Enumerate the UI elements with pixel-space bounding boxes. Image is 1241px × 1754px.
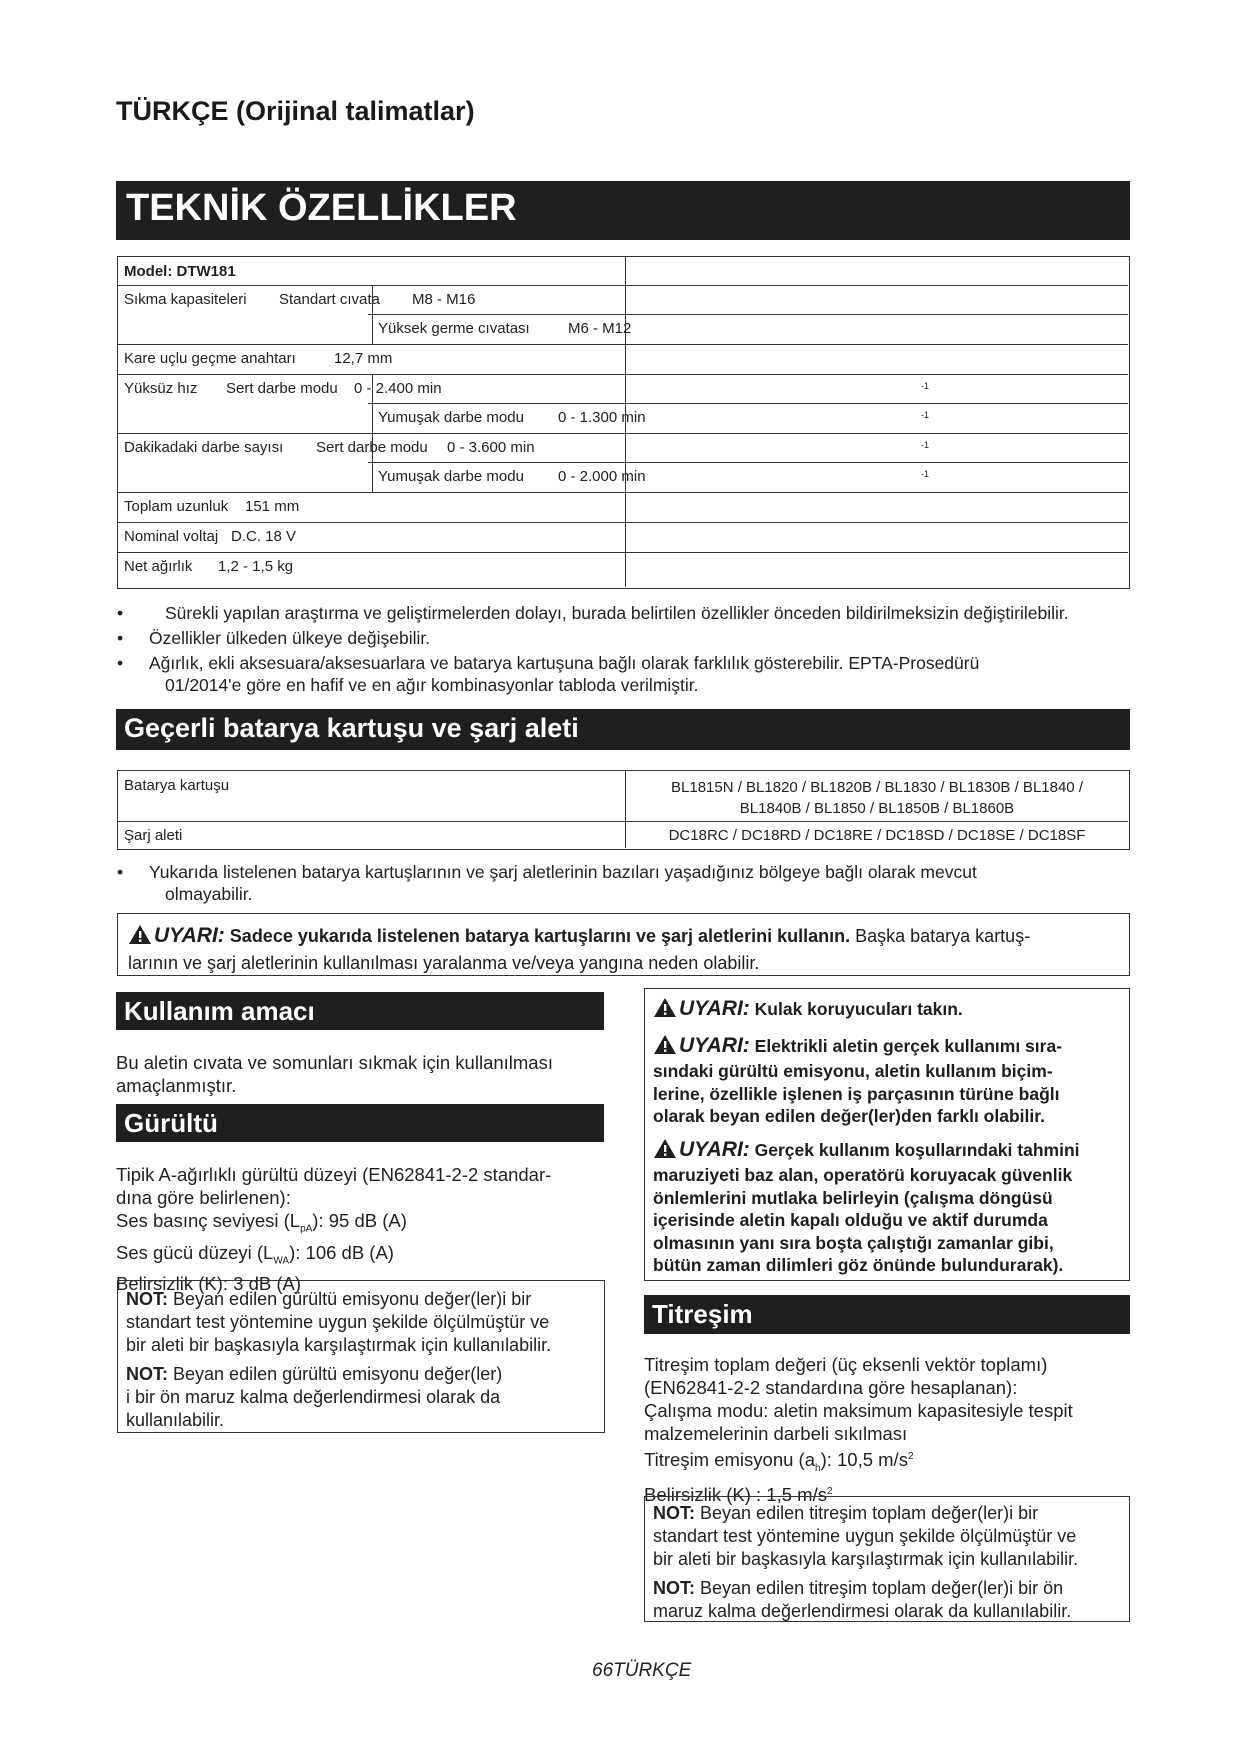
capacity-high: Yüksek germe cıvatası	[378, 320, 530, 337]
exponent: -1	[921, 381, 930, 391]
noload-hard: Sert darbe modu	[226, 380, 338, 397]
cartridge-value: BL1815N / BL1820 / BL1820B / BL1830 / BL1830B / BL1840 / BL1840B / BL1850 / BL1850B / BL1860B	[671, 779, 1083, 817]
noload-soft-value: 0 - 1.300 min	[558, 409, 646, 426]
exponent: -1	[921, 469, 930, 479]
intended-use-text: Bu aletin cıvata ve somunları sıkmak için kullanılması amaçlanmıştır.	[116, 1052, 553, 1096]
battery-warning	[117, 913, 1130, 976]
ipm-label: Dakikadaki darbe sayısı	[124, 439, 284, 456]
exponent: -1	[921, 410, 930, 420]
list-item-continuation: 01/2014'e göre en hafif ve en ağır kombinasyonlar tabloda verilmiştir.	[165, 675, 699, 695]
row-divider	[118, 522, 1128, 523]
ipm-soft-value: 0 - 2.000 min	[558, 468, 646, 485]
list-item-continuation: olmayabilir.	[165, 884, 253, 904]
noise-text: Tipik A-ağırlıklı gürültü düzeyi (EN62841-2-2 standar- dına göre belirlenen): Ses basınç seviyesi $(L_{pA})$: 95 dB (A) Ses gücü düzeyi $(L_{WA})$: 106 dB (A) Belirsizlik (K): 3 dB (A)	[116, 1164, 552, 1295]
ipm-soft: Yumuşak darbe modu	[378, 468, 524, 485]
capacity-standard-value: M8 - M16	[412, 291, 476, 308]
capacity-label: Sıkma kapasiteleri	[124, 291, 247, 308]
intended-use-heading: Kullanım amacı	[116, 992, 604, 1030]
row-divider	[118, 492, 1128, 493]
warning-bold-text: Sadece yukarıda listelenen batarya kartuşlarını ve şarj aletlerini kullanın.	[229, 926, 851, 946]
weight-label: Net ağırlık	[124, 558, 193, 575]
warning-icon	[653, 1034, 677, 1061]
noload-soft: Yumuşak darbe modu	[378, 409, 524, 426]
spec-notes	[117, 602, 1137, 696]
column-divider	[625, 771, 626, 848]
noise-note-box: NOT: Beyan edilen gürültü emisyonu değer(ler)i bir standart test yöntemine uygun şekilde ölçülmüştür ve bir aleti bir başkasıyla karşılaştırmak için kullanılabilir. NOT: Beyan edilen gürültü emisyonu değer(ler) i bir ön maruz kalma değerlendirmesi olarak da kullanılabilir.	[117, 1280, 605, 1433]
row-divider	[118, 433, 1128, 434]
noise-heading: Gürültü	[116, 1104, 604, 1142]
capacity-standard: Standart cıvata	[279, 291, 380, 308]
vibration-heading: Titreşim	[644, 1295, 1130, 1334]
cartridge-label: Batarya kartuşu	[124, 777, 230, 794]
row-divider	[118, 285, 1128, 286]
length-label: Toplam uzunluk	[124, 498, 229, 515]
warning-label: UYARI:	[154, 924, 225, 947]
battery-note	[117, 861, 1137, 905]
list-item: • Yukarıda listelenen batarya kartuşlarının ve şarj aletlerinin bazıları yaşadığınız bölgeye bağlı olarak mevcut	[117, 862, 977, 882]
row-divider	[368, 462, 1128, 463]
voltage-label: Nominal voltaj	[124, 528, 219, 545]
row-divider	[118, 374, 1128, 375]
warning-text: Başka batarya kartuş-	[855, 926, 1031, 946]
vibration-text: Titreşim toplam değeri (üç eksenli vektör toplamı) (EN62841-2-2 standardına göre hesaplanan): Çalışma modu: aletin maksimum kapasitesiyle tespit malzemelerinin darbeli sıkılması Titreşim emisyonu $(a_h)$: 10,5 $m/s^2$ Belirsizlik (K) : 1,5 $m/s^2$	[644, 1354, 1073, 1505]
anvil-label: Kare uçlu geçme anahtarı	[124, 350, 296, 367]
battery-heading: Geçerli batarya kartuşu ve şarj aleti	[116, 709, 1130, 750]
specs-heading: TEKNİK ÖZELLİKLER	[116, 181, 1130, 240]
row-divider	[118, 552, 1128, 553]
warning-text: larının ve şarj aletlerinin kullanılması yaralanma ve/veya yangına neden olabilir.	[128, 953, 760, 973]
row-divider	[368, 403, 1128, 404]
row-divider	[118, 821, 1128, 822]
ipm-hard: Sert darbe modu	[316, 439, 428, 456]
model-label: Model: DTW181	[124, 263, 236, 280]
voltage-value: D.C. 18 V	[231, 528, 297, 545]
warning-icon	[128, 924, 152, 951]
noload-label: Yüksüz hız	[124, 380, 198, 397]
vibration-note-box: NOT: Beyan edilen titreşim toplam değer(ler)i bir standart test yöntemine uygun şekilde ölçülmüştür ve bir aleti bir başkasıyla karşılaştırmak için kullanılabilir. NOT: Beyan edilen titreşim toplam değer(ler)i bir ön maruz kalma değerlendirmesi olarak da kullanılabilir.	[644, 1496, 1130, 1622]
ipm-hard-value: 0 - 3.600 min	[447, 439, 535, 456]
language-title: TÜRKÇE (Orijinal talimatlar)	[116, 96, 475, 126]
charger-value: DC18RC / DC18RD / DC18RE / DC18SD / DC18SE / DC18SF	[668, 827, 1086, 844]
row-divider	[118, 344, 1128, 345]
capacity-high-value: M6 - M12	[568, 320, 632, 337]
anvil-value: 12,7 mm	[334, 350, 393, 367]
battery-table	[117, 770, 1130, 850]
page-number: 66TÜRKÇE	[592, 1660, 692, 1681]
charger-label: Şarj aleti	[124, 827, 183, 844]
list-item: • Sürekli yapılan araştırma ve geliştirmelerden dolayı, burada belirtilen özellikler önceden bildirilmeksizin değiştirilebilir.	[117, 603, 1069, 623]
length-value: 151 mm	[245, 498, 300, 515]
warning-icon	[653, 997, 677, 1024]
noise-warnings-box: UYARI: Kulak koruyucuları takın. UYARI: Elektrikli aletin gerçek kullanımı sıra- sındaki gürültü emisyonu, aletin kullanım biçim- lerine, özellikle işlenen iş parçasının türüne bağlı olarak beyan edilen değer(ler)den farklı olabilir. UYARI: Gerçek kullanım koşullarındaki tahmini maruziyeti baz alan, operatörü koruyacak güvenlik önlemlerini mutlaka belirleyin (çalışma döngüsü içerisinde aletin kapalı olduğu ve aktif durumda olmasının yanı sıra boşta çalıştığı zamanlar gibi, bütün zaman dilimleri göz önünde bulundurarak).	[644, 988, 1130, 1281]
spec-table	[117, 256, 1130, 589]
warning-icon	[653, 1138, 677, 1165]
list-item: • Ağırlık, ekli aksesuara/aksesuarlara ve batarya kartuşuna bağlı olarak farklılık gösterebilir. EPTA-Prosedürü	[117, 653, 980, 673]
list-item: • Özellikler ülkeden ülkeye değişebilir.	[117, 628, 431, 648]
row-divider	[368, 314, 1128, 315]
weight-value: 1,2 - 1,5 kg	[218, 558, 294, 575]
exponent: -1	[921, 440, 930, 450]
noload-hard-value: 0 - 2.400 min	[354, 380, 442, 397]
